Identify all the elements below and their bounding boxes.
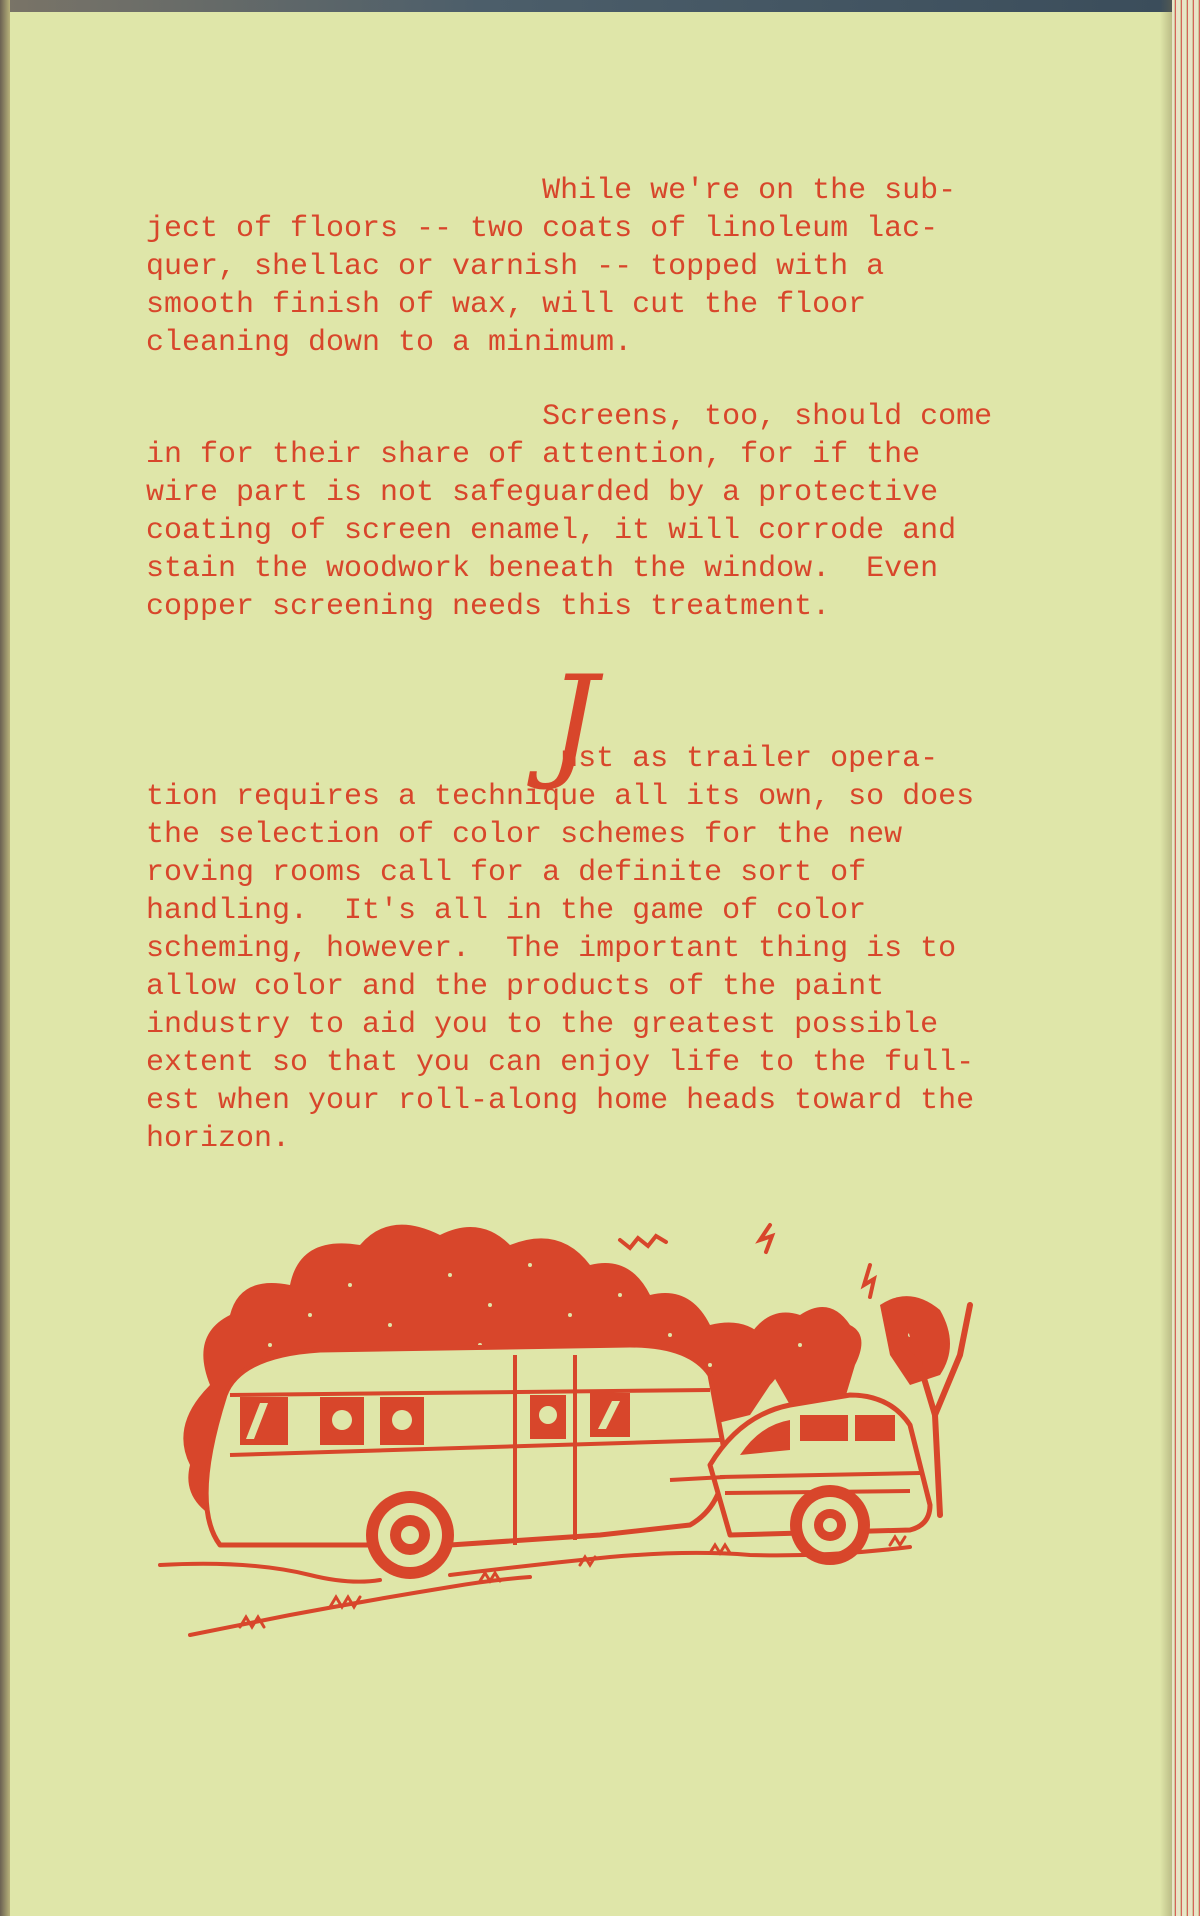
- page-stack-edges: [1172, 0, 1200, 1916]
- drop-cap-letter: J: [548, 650, 598, 794]
- paragraph-floors: While we're on the sub- ject of floors -- two coats of linoleum lac- quer, shellac or varnish -- topped with a smooth finish of wax, will cut the floor cleaning down to a minimum.: [146, 174, 957, 360]
- book-cover-edge: [0, 0, 1200, 12]
- paragraph-trailer: ust as trailer opera- tion requires a technique all its own, so does the selection of color schemes for the new roving rooms call for a definite sort of handling. It's all in the game of color scheming, however. The important thing is to allow color and the products of the paint industry to aid you to the greatest possible extent so that you can enjoy life to the full- est when your roll-along home heads toward the horizon.: [146, 742, 975, 1156]
- book-spine-edge: [0, 0, 10, 1916]
- paragraph-screens: Screens, too, should come in for their share of attention, for if the wire part is not safeguarded by a protective coating of screen enamel, it will corrode and stain the woodwork beneath the window. Even copper screening needs this treatment.: [146, 400, 993, 624]
- car-towing-trailer-icon: [150, 1215, 1020, 1645]
- page-gutter-shadow: [1160, 0, 1172, 1916]
